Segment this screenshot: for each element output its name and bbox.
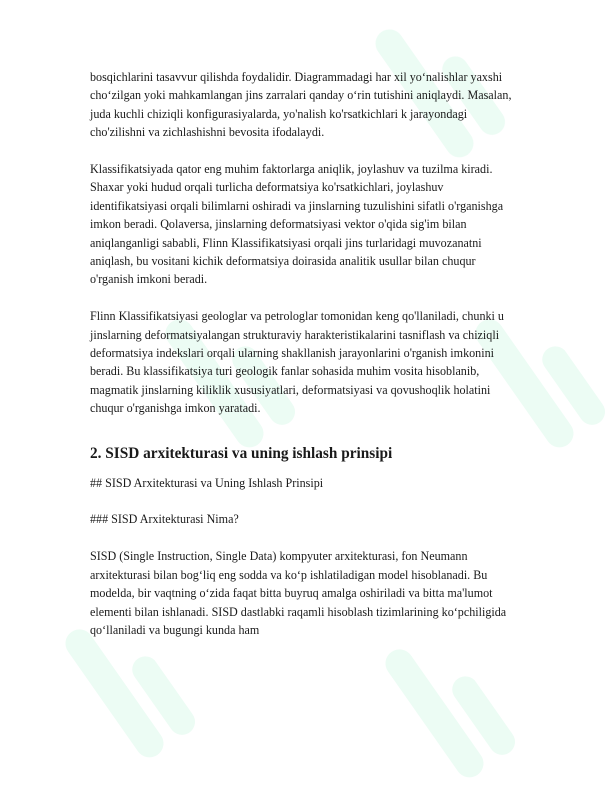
body-paragraph: Flinn Klassifikatsiyasi geologlar va petrologlar tomonidan keng qo'llaniladi, chunki u jinslarning deformatsiyalangan strukturaviy harakteristikalarini tasniflash va chiziqli deformatsiya indekslari orqali ularning shakllanish jarayonlarini o'rganish imkonini beradi. Bu klassifikatsiya turi geologik fanlar sohasida muhim vosita hisoblanib, magmatik jinslarning kiliklik xususiyatlari, deformatsiyasi va qovushoqlik holatini chuqur o'rganishga imkon yaratadi.: [90, 309, 504, 416]
body-paragraph: bosqichlarini tasavvur qilishda foydalidir. Diagrammadagi har xil yo‘nalishlar yaxshi cho‘zilgan yoki mahkamlangan jins zarralari qanday o‘rin tutishini aniqlaydi. Masalan, juda kuchli chiziqli konfigurasiyalarda, yo'nalish ko'rsatkichlari k jarayondagi cho'zilishni va zichlashishni bevosita ifodalaydi.: [90, 70, 512, 140]
markdown-heading-3-text: ### SISD Arxitekturasi Nima?: [90, 512, 239, 527]
watermark-glyph: [380, 622, 520, 783]
markdown-heading-2-text: ## SISD Arxitekturasi va Uning Ishlash Prinsipi: [90, 475, 324, 490]
section-heading: 2. SISD arxitekturasi va uning ishlash prinsipi: [90, 444, 393, 462]
body-paragraph: SISD (Single Instruction, Single Data) kompyuter arxitekturasi, fon Neumann arxitekturasi bilan bog‘liq eng sodda va ko‘p ishlatiladigan model hisoblanadi. Bu modelda, bir vaqtning o‘zida faqat bitta buyruq amalga oshiriladi va bitta ma'lumot elementi bilan ishlanadi. SISD dastlabki raqamli hisoblash tizimlarining ko‘pchiligida qo‘llaniladi va bugungi kunda ham: [90, 549, 507, 637]
document-page: [90, 68, 522, 639]
body-paragraph: Klassifikatsiyada qator eng muhim faktorlarga aniqlik, joylashuv va tuzilma kiradi. Shaxar yoki hudud orqali turlicha deformatsiya ko'rsatkichlari, joylashuv identifikatsiyasi orqali bilimlarni oshiradi va jinslarning tuzulishini sifatli o'rganishga imkon beradi. Qolaversa, jinslarning deformatsiyasi vektor o'qida sig'im bilan aniqlanganligi sababli, Flinn Klassifikatsiyasi orqali jins turlaridagi muvozanatni aniqlash, bu vositani kichik deformatsiya doirasida analitik usullar bilan chuqur o'rganish imkoni beradi.: [90, 162, 504, 287]
